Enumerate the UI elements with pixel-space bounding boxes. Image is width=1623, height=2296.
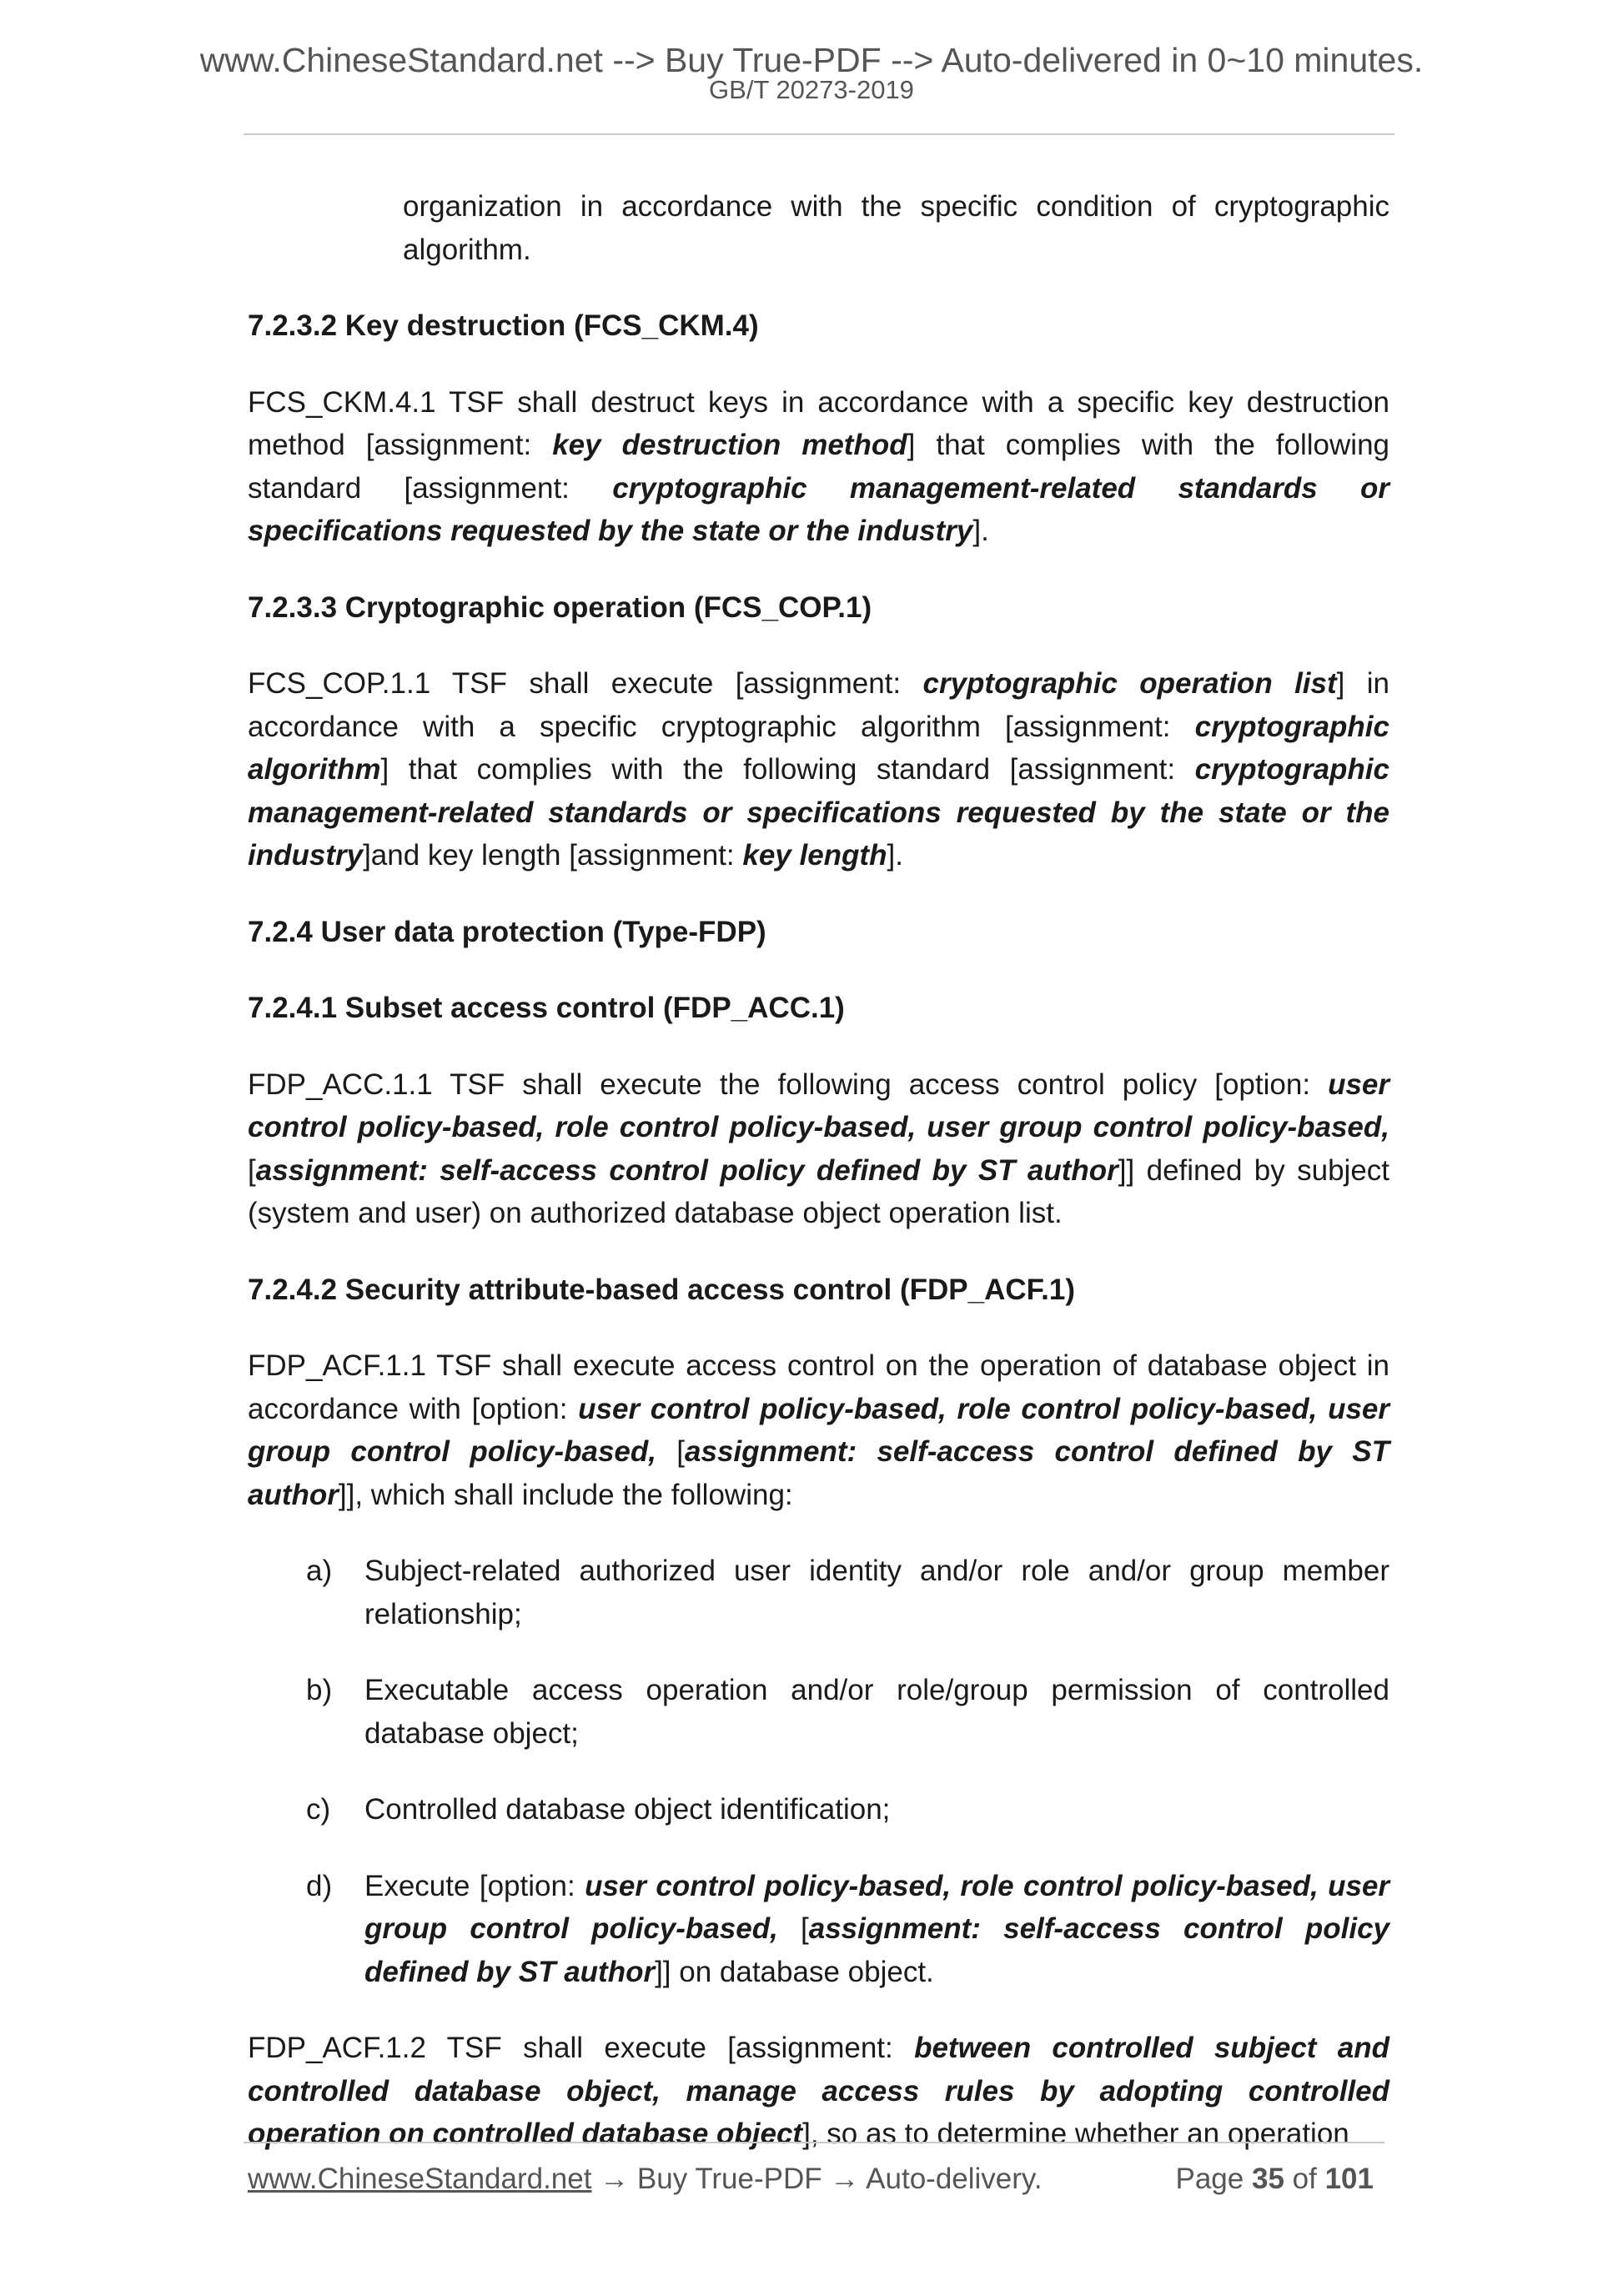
page-label: Page — [1175, 2163, 1244, 2195]
page-counter — [1176, 2162, 1374, 2197]
text-run: Execute [option: — [364, 1869, 585, 1902]
section-heading-7-2-4-2: 7.2.4.2 Security attribute-based access control (FDP_ACF.1) — [248, 1273, 1075, 1306]
text-run: [ — [777, 1912, 809, 1945]
list-marker: d) — [306, 1869, 333, 1902]
text-run: [ — [656, 1435, 686, 1468]
document-id: GB/T 20273-2019 — [709, 75, 914, 104]
text-run: ]], which shall include the following: — [338, 1478, 793, 1511]
list-item-text: Controlled database object identification; — [364, 1793, 891, 1826]
text-run: ] that complies with the following standard [assignment: — [380, 753, 1195, 786]
footer-tagline: → Buy True-PDF → Auto-delivery. — [591, 2163, 1043, 2195]
section-heading-7-2-3-2: 7.2.3.2 Key destruction (FCS_CKM.4) — [248, 309, 759, 342]
text-run: FDP_ACC.1.1 TSF shall execute the following access control policy [option: — [248, 1068, 1329, 1101]
page-total: 101 — [1324, 2163, 1374, 2195]
text-run: ]. — [972, 515, 989, 547]
text-run: FDP_ACF.1.1 TSF shall execute access control on the operation of database object in accordance with [option: — [248, 1349, 1389, 1425]
emphasis: user control policy-based, role control policy-based, user group control policy-based, — [248, 1068, 1389, 1143]
of-label: of — [1292, 2163, 1317, 2195]
text-run: FCS_CKM.4.1 TSF shall destruct keys in accordance with a specific key destruction method [assignment: — [248, 385, 1389, 461]
list-marker: a) — [306, 1555, 333, 1587]
text-run: ]. — [887, 839, 903, 872]
emphasis: user control policy-based, role control policy-based, user group control policy-based, — [364, 1869, 1389, 1945]
text-run: ]] on database object. — [655, 1955, 934, 1988]
list-item — [248, 1865, 1389, 1994]
emphasis: assignment: self-access control policy defined by ST author — [255, 1153, 1118, 1187]
list-item — [248, 1669, 1389, 1755]
paragraph-fcs-ckm-4-1 — [248, 381, 1389, 553]
page-footer — [248, 2162, 1382, 2197]
section-heading-7-2-4: 7.2.4 User data protection (Type-FDP) — [248, 915, 766, 948]
emphasis: cryptographic algorithm — [248, 710, 1389, 786]
emphasis: between controlled subject and controlled database object, manage access rules by adopting controlled operation on controlled database object — [248, 2032, 1389, 2150]
list-marker: c) — [306, 1793, 331, 1826]
text-run: ]] defined by subject (system and user) on authorized database object operation list. — [248, 1153, 1390, 1229]
emphasis: cryptographic operation list — [922, 667, 1337, 700]
paragraph-fdp-acc-1-1 — [248, 1063, 1389, 1235]
text-run: FCS_COP.1.1 TSF shall execute [assignment: — [248, 667, 923, 700]
header-divider — [244, 133, 1394, 135]
list-item-text — [364, 1865, 1389, 1994]
emphasis: cryptographic management-related standards or specifications requested by the state or the industry — [248, 753, 1389, 872]
emphasis: assignment: self-access control defined by ST author — [248, 1435, 1389, 1511]
list-item-text: Subject-related authorized user identity and/or role and/or group member relationship; — [364, 1555, 1389, 1630]
text-run: ]and key length [assignment: — [363, 839, 743, 872]
paragraph-fdp-acf-1-2 — [248, 2027, 1389, 2156]
text-run: ], so as to determine whether an operation — [802, 2118, 1349, 2150]
header-banner: www.ChineseStandard.net --> Buy True-PDF --> Auto-delivered in 0~10 minutes. — [199, 41, 1424, 79]
text-run: ] in accordance with a specific cryptographic algorithm [assignment: — [248, 667, 1389, 743]
emphasis: user control policy-based, role control policy-based, user group control policy-based, — [248, 1392, 1390, 1468]
page-content — [248, 185, 1389, 2189]
list-item-text: Executable access operation and/or role/group permission of controlled database object; — [364, 1674, 1389, 1750]
text-run: ] that complies with the following standard [assignment: — [248, 429, 1389, 505]
continued-paragraph: organization in accordance with the specific condition of cryptographic algorithm. — [403, 190, 1389, 266]
paragraph-fdp-acf-1-1 — [248, 1344, 1389, 1516]
list-item — [248, 1788, 1389, 1831]
paragraph-fcs-cop-1-1 — [248, 662, 1389, 877]
list-marker: b) — [306, 1674, 333, 1706]
footer-link[interactable]: www.ChineseStandard.net — [248, 2163, 592, 2195]
emphasis: key destruction method — [552, 429, 907, 461]
page-number: 35 — [1251, 2163, 1284, 2195]
emphasis: key length — [742, 839, 887, 872]
footer-divider — [244, 2142, 1384, 2143]
list-item — [248, 1550, 1389, 1635]
text-run: FDP_ACF.1.2 TSF shall execute [assignment: — [248, 2032, 915, 2064]
emphasis: cryptographic management-related standards or specifications requested by the state or the industry — [248, 471, 1389, 547]
text-run: [ — [248, 1153, 256, 1187]
section-heading-7-2-3-3: 7.2.3.3 Cryptographic operation (FCS_COP.1) — [248, 590, 872, 624]
emphasis: assignment: self-access control policy defined by ST author — [364, 1912, 1389, 1988]
section-heading-7-2-4-1: 7.2.4.1 Subset access control (FDP_ACC.1) — [248, 992, 845, 1024]
